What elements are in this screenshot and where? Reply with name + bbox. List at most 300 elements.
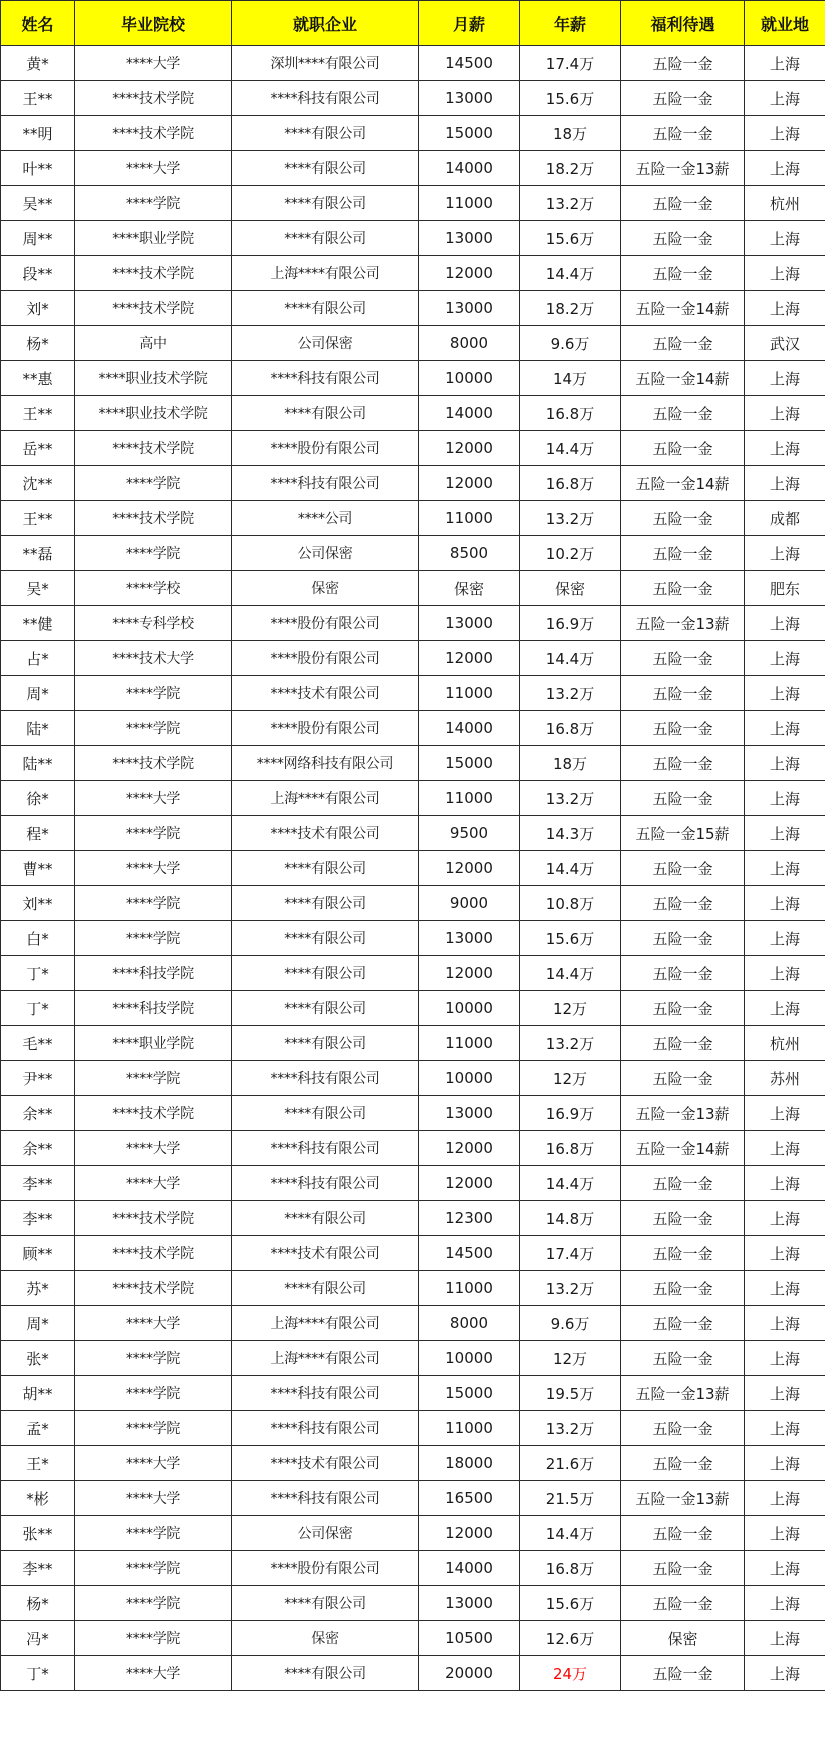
cell-monthly-salary: 9000 bbox=[419, 886, 520, 921]
cell-annual-salary: 14.8万 bbox=[520, 1201, 621, 1236]
cell-benefits: 五险一金13薪 bbox=[621, 151, 745, 186]
cell-school: ****科技学院 bbox=[75, 991, 232, 1026]
cell-name: 王** bbox=[1, 81, 75, 116]
cell-benefits: 五险一金13薪 bbox=[621, 1096, 745, 1131]
cell-monthly-salary: 10000 bbox=[419, 991, 520, 1026]
cell-employer: ****技术有限公司 bbox=[232, 1236, 419, 1271]
table-row bbox=[1, 1166, 825, 1201]
cell-monthly-salary: 14500 bbox=[419, 1236, 520, 1271]
cell-location: 杭州 bbox=[745, 186, 825, 221]
cell-benefits: 五险一金 bbox=[621, 1026, 745, 1061]
cell-annual-salary: 16.8万 bbox=[520, 1551, 621, 1586]
cell-annual-salary: 14.4万 bbox=[520, 1166, 621, 1201]
cell-school: ****大学 bbox=[75, 1656, 232, 1691]
cell-benefits: 五险一金 bbox=[621, 116, 745, 151]
table-row bbox=[1, 816, 825, 851]
cell-location: 上海 bbox=[745, 466, 825, 501]
table-header bbox=[1, 1, 825, 46]
cell-employer: 公司保密 bbox=[232, 536, 419, 571]
cell-employer: ****有限公司 bbox=[232, 991, 419, 1026]
cell-monthly-salary: 15000 bbox=[419, 1376, 520, 1411]
table-row bbox=[1, 921, 825, 956]
cell-employer: ****技术有限公司 bbox=[232, 816, 419, 851]
cell-benefits: 保密 bbox=[621, 1621, 745, 1656]
cell-monthly-salary: 12000 bbox=[419, 1166, 520, 1201]
cell-location: 上海 bbox=[745, 1376, 825, 1411]
cell-employer: ****有限公司 bbox=[232, 221, 419, 256]
cell-name: 余** bbox=[1, 1096, 75, 1131]
cell-annual-salary: 12.6万 bbox=[520, 1621, 621, 1656]
cell-monthly-salary: 12300 bbox=[419, 1201, 520, 1236]
cell-monthly-salary: 12000 bbox=[419, 851, 520, 886]
table-row bbox=[1, 186, 825, 221]
cell-monthly-salary: 13000 bbox=[419, 221, 520, 256]
cell-annual-salary: 16.8万 bbox=[520, 711, 621, 746]
table-row bbox=[1, 221, 825, 256]
cell-employer: ****公司 bbox=[232, 501, 419, 536]
table-row bbox=[1, 1621, 825, 1656]
cell-monthly-salary: 11000 bbox=[419, 1271, 520, 1306]
cell-benefits: 五险一金 bbox=[621, 711, 745, 746]
cell-employer: ****有限公司 bbox=[232, 396, 419, 431]
cell-benefits: 五险一金 bbox=[621, 956, 745, 991]
cell-name: 王** bbox=[1, 396, 75, 431]
cell-annual-salary: 13.2万 bbox=[520, 676, 621, 711]
cell-annual-salary: 15.6万 bbox=[520, 81, 621, 116]
cell-name: 段** bbox=[1, 256, 75, 291]
cell-employer: 上海****有限公司 bbox=[232, 1306, 419, 1341]
cell-employer: ****科技有限公司 bbox=[232, 1061, 419, 1096]
table-row bbox=[1, 991, 825, 1026]
table-row bbox=[1, 711, 825, 746]
cell-location: 上海 bbox=[745, 431, 825, 466]
table-row bbox=[1, 1481, 825, 1516]
cell-benefits: 五险一金 bbox=[621, 1341, 745, 1376]
cell-benefits: 五险一金 bbox=[621, 851, 745, 886]
cell-employer: ****股份有限公司 bbox=[232, 711, 419, 746]
cell-school: ****学院 bbox=[75, 816, 232, 851]
table-row bbox=[1, 1201, 825, 1236]
cell-employer: ****股份有限公司 bbox=[232, 1551, 419, 1586]
cell-name: 黄* bbox=[1, 46, 75, 81]
cell-school: ****职业学院 bbox=[75, 221, 232, 256]
header-benefits: 福利待遇 bbox=[621, 1, 745, 46]
cell-name: 冯* bbox=[1, 1621, 75, 1656]
cell-location: 上海 bbox=[745, 1621, 825, 1656]
cell-school: ****大学 bbox=[75, 851, 232, 886]
cell-annual-salary: 13.2万 bbox=[520, 1271, 621, 1306]
cell-employer: ****网络科技有限公司 bbox=[232, 746, 419, 781]
cell-school: ****大学 bbox=[75, 46, 232, 81]
table-row bbox=[1, 1341, 825, 1376]
cell-benefits: 五险一金 bbox=[621, 1271, 745, 1306]
cell-name: 张* bbox=[1, 1341, 75, 1376]
cell-monthly-salary: 12000 bbox=[419, 1516, 520, 1551]
table-row bbox=[1, 781, 825, 816]
cell-employer: 公司保密 bbox=[232, 326, 419, 361]
cell-annual-salary: 12万 bbox=[520, 1061, 621, 1096]
cell-location: 上海 bbox=[745, 991, 825, 1026]
cell-monthly-salary: 13000 bbox=[419, 291, 520, 326]
cell-employer: ****有限公司 bbox=[232, 1271, 419, 1306]
cell-name: 毛** bbox=[1, 1026, 75, 1061]
cell-school: ****技术大学 bbox=[75, 641, 232, 676]
cell-school: ****大学 bbox=[75, 1446, 232, 1481]
cell-benefits: 五险一金 bbox=[621, 536, 745, 571]
cell-employer: ****科技有限公司 bbox=[232, 361, 419, 396]
cell-name: 徐* bbox=[1, 781, 75, 816]
cell-benefits: 五险一金 bbox=[621, 1201, 745, 1236]
table-row bbox=[1, 676, 825, 711]
cell-name: 陆** bbox=[1, 746, 75, 781]
cell-benefits: 五险一金 bbox=[621, 221, 745, 256]
cell-employer: 上海****有限公司 bbox=[232, 256, 419, 291]
table-row bbox=[1, 151, 825, 186]
cell-location: 上海 bbox=[745, 746, 825, 781]
cell-employer: ****股份有限公司 bbox=[232, 606, 419, 641]
cell-benefits: 五险一金 bbox=[621, 676, 745, 711]
cell-employer: ****有限公司 bbox=[232, 1201, 419, 1236]
cell-monthly-salary: 10000 bbox=[419, 1341, 520, 1376]
cell-benefits: 五险一金 bbox=[621, 991, 745, 1026]
cell-employer: ****有限公司 bbox=[232, 956, 419, 991]
table-row bbox=[1, 1271, 825, 1306]
cell-school: ****职业技术学院 bbox=[75, 396, 232, 431]
cell-employer: ****科技有限公司 bbox=[232, 1481, 419, 1516]
cell-benefits: 五险一金 bbox=[621, 396, 745, 431]
cell-name: 岳** bbox=[1, 431, 75, 466]
cell-name: 曹** bbox=[1, 851, 75, 886]
cell-monthly-salary: 13000 bbox=[419, 81, 520, 116]
cell-school: ****学院 bbox=[75, 186, 232, 221]
cell-school: ****科技学院 bbox=[75, 956, 232, 991]
cell-benefits: 五险一金14薪 bbox=[621, 361, 745, 396]
cell-annual-salary: 14.4万 bbox=[520, 431, 621, 466]
cell-school: ****技术学院 bbox=[75, 1236, 232, 1271]
table-row bbox=[1, 1586, 825, 1621]
table-row bbox=[1, 746, 825, 781]
cell-employer: ****有限公司 bbox=[232, 291, 419, 326]
cell-name: 刘** bbox=[1, 886, 75, 921]
cell-location: 上海 bbox=[745, 81, 825, 116]
cell-monthly-salary: 15000 bbox=[419, 746, 520, 781]
cell-location: 上海 bbox=[745, 1271, 825, 1306]
cell-annual-salary: 13.2万 bbox=[520, 1411, 621, 1446]
cell-employer: ****科技有限公司 bbox=[232, 1131, 419, 1166]
cell-name: 程* bbox=[1, 816, 75, 851]
cell-location: 杭州 bbox=[745, 1026, 825, 1061]
table-row bbox=[1, 1096, 825, 1131]
cell-school: ****专科学校 bbox=[75, 606, 232, 641]
cell-benefits: 五险一金 bbox=[621, 886, 745, 921]
cell-name: 丁* bbox=[1, 991, 75, 1026]
table-row bbox=[1, 1061, 825, 1096]
cell-location: 上海 bbox=[745, 1516, 825, 1551]
table-row bbox=[1, 431, 825, 466]
cell-school: ****学校 bbox=[75, 571, 232, 606]
cell-name: 王* bbox=[1, 1446, 75, 1481]
cell-employer: ****股份有限公司 bbox=[232, 431, 419, 466]
cell-benefits: 五险一金 bbox=[621, 256, 745, 291]
cell-name: 白* bbox=[1, 921, 75, 956]
cell-benefits: 五险一金 bbox=[621, 746, 745, 781]
cell-monthly-salary: 11000 bbox=[419, 186, 520, 221]
cell-benefits: 五险一金 bbox=[621, 781, 745, 816]
cell-monthly-salary: 13000 bbox=[419, 606, 520, 641]
table-row bbox=[1, 1411, 825, 1446]
cell-employer: 公司保密 bbox=[232, 1516, 419, 1551]
table-row bbox=[1, 1516, 825, 1551]
header-location: 就业地 bbox=[745, 1, 825, 46]
cell-school: ****技术学院 bbox=[75, 116, 232, 151]
cell-benefits: 五险一金 bbox=[621, 1586, 745, 1621]
cell-annual-salary: 12万 bbox=[520, 991, 621, 1026]
cell-employer: 保密 bbox=[232, 1621, 419, 1656]
cell-name: 沈** bbox=[1, 466, 75, 501]
cell-benefits: 五险一金 bbox=[621, 1166, 745, 1201]
cell-location: 上海 bbox=[745, 781, 825, 816]
header-monthly-salary: 月薪 bbox=[419, 1, 520, 46]
cell-monthly-salary: 12000 bbox=[419, 956, 520, 991]
cell-school: ****职业学院 bbox=[75, 1026, 232, 1061]
cell-name: 周** bbox=[1, 221, 75, 256]
cell-school: ****大学 bbox=[75, 1481, 232, 1516]
table-row bbox=[1, 1131, 825, 1166]
cell-employer: ****技术有限公司 bbox=[232, 1446, 419, 1481]
cell-monthly-salary: 保密 bbox=[419, 571, 520, 606]
cell-employer: ****有限公司 bbox=[232, 1096, 419, 1131]
cell-benefits: 五险一金 bbox=[621, 501, 745, 536]
table-row bbox=[1, 1026, 825, 1061]
cell-school: ****学院 bbox=[75, 536, 232, 571]
cell-location: 上海 bbox=[745, 151, 825, 186]
cell-school: 高中 bbox=[75, 326, 232, 361]
cell-name: **惠 bbox=[1, 361, 75, 396]
cell-annual-salary: 9.6万 bbox=[520, 326, 621, 361]
cell-location: 上海 bbox=[745, 1306, 825, 1341]
cell-name: 杨* bbox=[1, 326, 75, 361]
cell-monthly-salary: 8500 bbox=[419, 536, 520, 571]
cell-school: ****学院 bbox=[75, 1411, 232, 1446]
cell-location: 苏州 bbox=[745, 1061, 825, 1096]
cell-benefits: 五险一金 bbox=[621, 1516, 745, 1551]
header-annual-salary: 年薪 bbox=[520, 1, 621, 46]
cell-school: ****大学 bbox=[75, 151, 232, 186]
cell-annual-salary: 16.9万 bbox=[520, 1096, 621, 1131]
cell-annual-salary: 14.4万 bbox=[520, 256, 621, 291]
cell-school: ****学院 bbox=[75, 886, 232, 921]
cell-annual-salary: 17.4万 bbox=[520, 46, 621, 81]
table-row bbox=[1, 466, 825, 501]
cell-benefits: 五险一金 bbox=[621, 1061, 745, 1096]
cell-annual-salary: 14.4万 bbox=[520, 851, 621, 886]
cell-name: 王** bbox=[1, 501, 75, 536]
cell-school: ****大学 bbox=[75, 1131, 232, 1166]
cell-name: 张** bbox=[1, 1516, 75, 1551]
table-row bbox=[1, 326, 825, 361]
cell-employer: ****有限公司 bbox=[232, 1586, 419, 1621]
cell-benefits: 五险一金 bbox=[621, 641, 745, 676]
cell-monthly-salary: 16500 bbox=[419, 1481, 520, 1516]
cell-school: ****大学 bbox=[75, 1306, 232, 1341]
cell-employer: ****科技有限公司 bbox=[232, 1166, 419, 1201]
cell-location: 武汉 bbox=[745, 326, 825, 361]
cell-monthly-salary: 8000 bbox=[419, 1306, 520, 1341]
cell-benefits: 五险一金 bbox=[621, 326, 745, 361]
cell-name: 丁* bbox=[1, 1656, 75, 1691]
table-row bbox=[1, 361, 825, 396]
cell-annual-salary: 9.6万 bbox=[520, 1306, 621, 1341]
table-row bbox=[1, 641, 825, 676]
cell-name: **明 bbox=[1, 116, 75, 151]
cell-annual-salary: 14.4万 bbox=[520, 1516, 621, 1551]
cell-benefits: 五险一金13薪 bbox=[621, 1376, 745, 1411]
cell-monthly-salary: 20000 bbox=[419, 1656, 520, 1691]
cell-annual-salary: 14.3万 bbox=[520, 816, 621, 851]
cell-location: 上海 bbox=[745, 921, 825, 956]
table-row bbox=[1, 886, 825, 921]
cell-benefits: 五险一金14薪 bbox=[621, 291, 745, 326]
cell-name: 叶** bbox=[1, 151, 75, 186]
cell-location: 上海 bbox=[745, 1166, 825, 1201]
cell-benefits: 五险一金 bbox=[621, 1236, 745, 1271]
cell-monthly-salary: 12000 bbox=[419, 641, 520, 676]
cell-employer: ****有限公司 bbox=[232, 851, 419, 886]
cell-school: ****技术学院 bbox=[75, 746, 232, 781]
cell-benefits: 五险一金 bbox=[621, 1411, 745, 1446]
cell-location: 上海 bbox=[745, 1411, 825, 1446]
table-row bbox=[1, 606, 825, 641]
table-row bbox=[1, 1446, 825, 1481]
cell-monthly-salary: 14000 bbox=[419, 396, 520, 431]
cell-employer: ****有限公司 bbox=[232, 1656, 419, 1691]
cell-name: 吴** bbox=[1, 186, 75, 221]
cell-name: *彬 bbox=[1, 1481, 75, 1516]
cell-location: 上海 bbox=[745, 1481, 825, 1516]
cell-location: 上海 bbox=[745, 641, 825, 676]
cell-school: ****学院 bbox=[75, 1551, 232, 1586]
cell-location: 上海 bbox=[745, 1551, 825, 1586]
cell-location: 上海 bbox=[745, 1341, 825, 1376]
cell-location: 上海 bbox=[745, 116, 825, 151]
cell-annual-salary: 16.8万 bbox=[520, 466, 621, 501]
cell-location: 上海 bbox=[745, 1131, 825, 1166]
cell-location: 成都 bbox=[745, 501, 825, 536]
cell-benefits: 五险一金 bbox=[621, 1306, 745, 1341]
table-row bbox=[1, 851, 825, 886]
cell-name: 李** bbox=[1, 1201, 75, 1236]
cell-monthly-salary: 11000 bbox=[419, 501, 520, 536]
cell-monthly-salary: 12000 bbox=[419, 431, 520, 466]
cell-employer: ****科技有限公司 bbox=[232, 81, 419, 116]
cell-name: 尹** bbox=[1, 1061, 75, 1096]
cell-location: 上海 bbox=[745, 956, 825, 991]
cell-benefits: 五险一金 bbox=[621, 186, 745, 221]
table-row bbox=[1, 536, 825, 571]
table-row bbox=[1, 1376, 825, 1411]
table-row bbox=[1, 291, 825, 326]
cell-school: ****技术学院 bbox=[75, 81, 232, 116]
cell-name: 吴* bbox=[1, 571, 75, 606]
cell-annual-salary: 13.2万 bbox=[520, 1026, 621, 1061]
cell-benefits: 五险一金 bbox=[621, 571, 745, 606]
cell-monthly-salary: 15000 bbox=[419, 116, 520, 151]
cell-monthly-salary: 11000 bbox=[419, 1026, 520, 1061]
cell-annual-salary: 15.6万 bbox=[520, 221, 621, 256]
cell-annual-salary: 10.8万 bbox=[520, 886, 621, 921]
cell-name: 周* bbox=[1, 676, 75, 711]
cell-name: 陆* bbox=[1, 711, 75, 746]
cell-annual-salary: 18万 bbox=[520, 116, 621, 151]
cell-annual-salary: 14.4万 bbox=[520, 956, 621, 991]
cell-annual-salary: 14.4万 bbox=[520, 641, 621, 676]
table-body bbox=[1, 46, 825, 1691]
cell-monthly-salary: 13000 bbox=[419, 1586, 520, 1621]
cell-name: 顾** bbox=[1, 1236, 75, 1271]
cell-monthly-salary: 10500 bbox=[419, 1621, 520, 1656]
header-school: 毕业院校 bbox=[75, 1, 232, 46]
cell-benefits: 五险一金 bbox=[621, 1551, 745, 1586]
cell-name: 杨* bbox=[1, 1586, 75, 1621]
cell-annual-salary: 21.5万 bbox=[520, 1481, 621, 1516]
cell-monthly-salary: 11000 bbox=[419, 1411, 520, 1446]
cell-location: 上海 bbox=[745, 886, 825, 921]
cell-school: ****技术学院 bbox=[75, 1271, 232, 1306]
table-row bbox=[1, 956, 825, 991]
cell-monthly-salary: 14000 bbox=[419, 1551, 520, 1586]
cell-name: 余** bbox=[1, 1131, 75, 1166]
cell-name: **磊 bbox=[1, 536, 75, 571]
table-row bbox=[1, 1306, 825, 1341]
cell-location: 上海 bbox=[745, 396, 825, 431]
cell-annual-salary: 13.2万 bbox=[520, 781, 621, 816]
cell-location: 上海 bbox=[745, 1096, 825, 1131]
cell-school: ****技术学院 bbox=[75, 1096, 232, 1131]
cell-annual-salary: 18万 bbox=[520, 746, 621, 781]
cell-name: 胡** bbox=[1, 1376, 75, 1411]
cell-name: **健 bbox=[1, 606, 75, 641]
cell-employer: ****科技有限公司 bbox=[232, 1376, 419, 1411]
cell-employer: ****有限公司 bbox=[232, 186, 419, 221]
cell-school: ****学院 bbox=[75, 711, 232, 746]
cell-location: 上海 bbox=[745, 1446, 825, 1481]
table-row bbox=[1, 256, 825, 291]
cell-location: 上海 bbox=[745, 361, 825, 396]
cell-name: 丁* bbox=[1, 956, 75, 991]
cell-benefits: 五险一金 bbox=[621, 431, 745, 466]
cell-annual-salary: 16.9万 bbox=[520, 606, 621, 641]
cell-monthly-salary: 12000 bbox=[419, 256, 520, 291]
table-row bbox=[1, 396, 825, 431]
table-row bbox=[1, 116, 825, 151]
cell-benefits: 五险一金 bbox=[621, 921, 745, 956]
cell-employer: ****科技有限公司 bbox=[232, 1411, 419, 1446]
cell-school: ****学院 bbox=[75, 676, 232, 711]
cell-employer: 上海****有限公司 bbox=[232, 1341, 419, 1376]
cell-employer: ****技术有限公司 bbox=[232, 676, 419, 711]
cell-location: 上海 bbox=[745, 536, 825, 571]
cell-annual-salary: 13.2万 bbox=[520, 501, 621, 536]
cell-location: 上海 bbox=[745, 1201, 825, 1236]
cell-benefits: 五险一金14薪 bbox=[621, 1131, 745, 1166]
cell-benefits: 五险一金 bbox=[621, 46, 745, 81]
cell-location: 肥东 bbox=[745, 571, 825, 606]
cell-location: 上海 bbox=[745, 606, 825, 641]
cell-annual-salary: 12万 bbox=[520, 1341, 621, 1376]
cell-school: ****大学 bbox=[75, 781, 232, 816]
cell-location: 上海 bbox=[745, 1656, 825, 1691]
cell-benefits: 五险一金 bbox=[621, 1656, 745, 1691]
